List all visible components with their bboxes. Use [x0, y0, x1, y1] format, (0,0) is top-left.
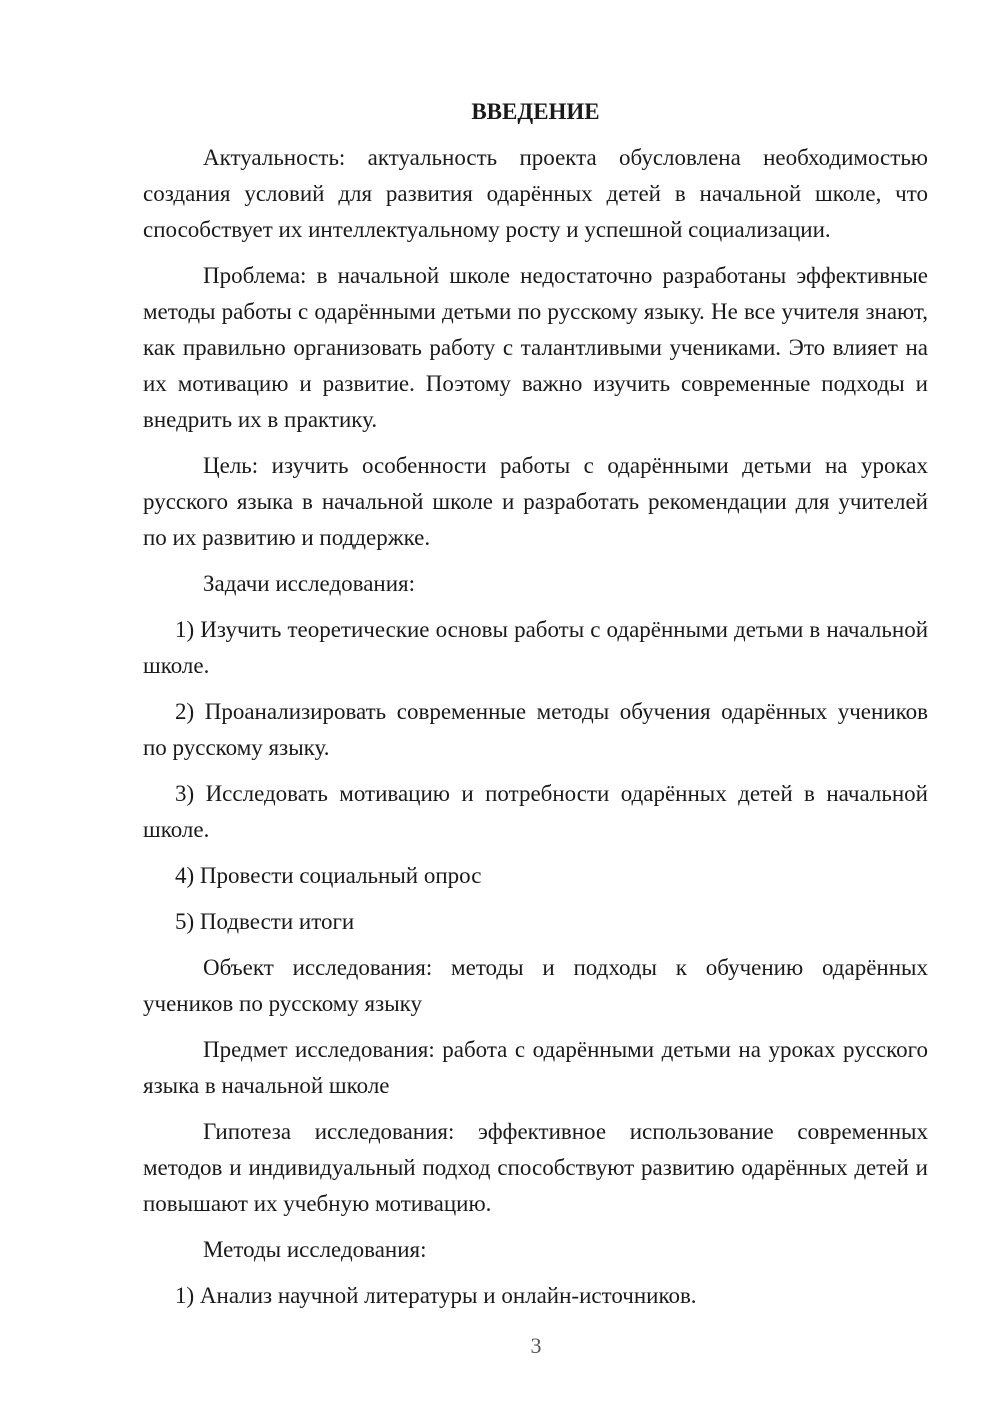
relevance-paragraph: Актуальность: актуальность проекта обусловлена необходимостью создания условий для развития одарённых детей в начальной школе, что способствует их интеллектуальному росту и успешной социализации.	[143, 145, 928, 242]
methods-heading: Методы исследования:	[203, 1237, 427, 1262]
page-number: 3	[530, 1333, 542, 1358]
tasks-heading: Задачи исследования:	[203, 571, 416, 596]
task-item-2: 2) Проанализировать современные методы обучения одарённых учеников по русскому языку.	[143, 699, 928, 760]
method-item-1: 1) Анализ научной литературы и онлайн-источников.	[175, 1283, 697, 1308]
goal-paragraph: Цель: изучить особенности работы с одарёнными детьми на уроках русского языка в начальной школе и разработать рекомендации для учителей по их развитию и поддержке.	[143, 453, 928, 550]
subject-paragraph: Предмет исследования: работа с одарёнными детьми на уроках русского языка в начальной школе	[143, 1037, 928, 1098]
task-item-3: 3) Исследовать мотивацию и потребности одарённых детей в начальной школе.	[143, 781, 928, 842]
task-item-4: 4) Провести социальный опрос	[175, 863, 482, 888]
task-item-1: 1) Изучить теоретические основы работы с одарёнными детьми в начальной школе.	[143, 617, 928, 678]
problem-paragraph: Проблема: в начальной школе недостаточно разработаны эффективные методы работы с одарёнными детьми по русскому языку. Не все учителя знают, как правильно организовать работу с талантливыми учениками. Это влияет на их мотивацию и развитие. Поэтому важно изучить современные подходы и внедрить их в практику.	[143, 263, 928, 432]
object-paragraph: Объект исследования: методы и подходы к обучению одарённых учеников по русскому языку	[143, 955, 928, 1016]
task-item-5: 5) Подвести итоги	[175, 909, 355, 934]
page-content	[143, 94, 928, 1324]
section-title: ВВЕДЕНИЕ	[471, 99, 600, 124]
hypothesis-paragraph: Гипотеза исследования: эффективное использование современных методов и индивидуальный подход способствуют развитию одарённых детей и повышают их учебную мотивацию.	[143, 1119, 928, 1216]
